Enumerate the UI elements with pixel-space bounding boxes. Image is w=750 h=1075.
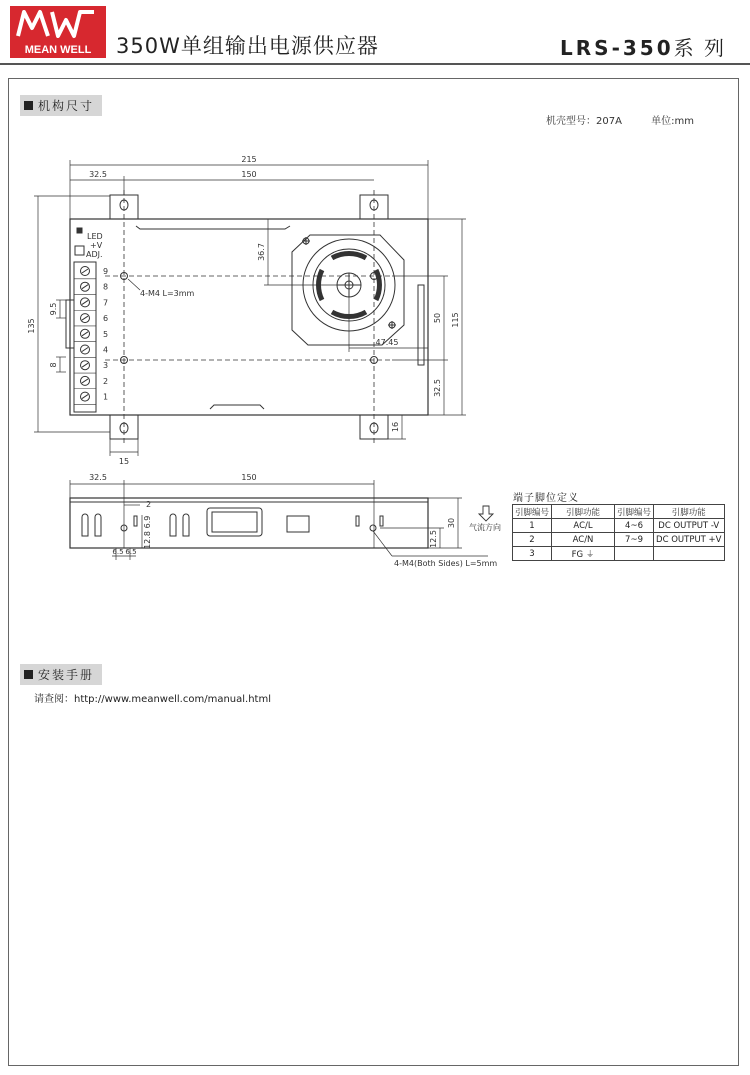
side-dim-12-5: 12.5 [429,530,438,548]
airflow-label: 气流方向 [469,523,501,532]
dim-32-5-right: 32.5 [433,379,442,397]
adj-pot [75,246,84,255]
side-dim-32-5: 32.5 [89,473,107,482]
series-code: LRS-350 [560,36,674,60]
dim-15: 15 [118,457,130,466]
adj-plus-label: +V [90,241,103,250]
terminal-screw-slot [82,379,88,383]
side-dim-6-9: 6.9 [143,515,152,529]
pin-table-header [513,505,725,519]
pin-table [512,504,725,561]
terminal-label: 9 [103,267,109,276]
header-pin-no-2: 引脚编号 [615,505,654,519]
terminal-screw-slot [82,316,88,320]
terminal-label: 8 [103,282,109,292]
pin-table-title: 端子脚位定义 [513,493,579,504]
fan-guard [292,235,404,345]
table-row [513,519,725,533]
dim-36-7: 36.7 [257,243,266,261]
side-slot-small [380,516,383,526]
table-cell: 2 [513,533,552,547]
side-dim-6-5b: 6.5 [125,548,137,556]
adj-label: ADJ. [86,250,103,259]
table-row [513,533,725,547]
side-dim-30: 30 [447,517,456,529]
terminal-label: 3 [103,361,109,371]
side-dim-12-8: 12.8 [143,531,152,549]
dim-50: 50 [433,312,442,324]
dim-32-5: 32.5 [89,170,107,179]
dim-150: 150 [241,170,257,179]
table-cell: DC OUTPUT -V [654,519,724,533]
vent-slot [95,514,101,536]
screw-note-top: 4-M4 L=3mm [140,289,195,298]
led-indicator [77,228,82,233]
terminal-label: 5 [103,329,109,339]
side-window-inner [212,512,257,532]
series-suffix: 系 列 [673,36,726,60]
dim-8: 8 [49,362,58,368]
vent-slot [170,514,176,536]
table-cell [654,547,724,561]
side-slot-small [134,516,137,526]
terminal-label: 7 [103,298,109,308]
dim-47-45: 47.45 [375,338,399,347]
bottom-edge-feature [210,405,264,409]
terminal-screw-slot [82,300,88,304]
side-dim-2: 2 [146,500,152,509]
vent-slot [183,514,189,536]
terminal-label: 4 [103,345,109,355]
terminal-label: 1 [103,392,109,402]
led-label: LED [87,232,103,241]
table-cell: 4~6 [615,519,654,533]
table-cell [615,547,654,561]
airflow-arrow-icon [479,506,493,521]
terminal-label: 2 [103,376,109,386]
table-cell: AC/N [552,533,615,547]
side-screw-hole [370,525,376,531]
table-cell: 3 [513,547,552,561]
side-label-area [287,516,309,532]
table-cell: AC/L [552,519,615,533]
page-title: 350W单组输出电源供应器 [116,34,379,58]
top-view [27,155,466,466]
header-pin-func: 引脚功能 [552,505,615,519]
terminal-label: 6 [103,314,109,324]
table-cell: DC OUTPUT +V [654,533,724,547]
side-view [70,473,501,568]
terminal-screw-slot [82,395,88,399]
section-manual-label: 安装手册 [38,668,95,682]
dim-215: 215 [241,155,257,164]
terminal-screw-slot [82,332,88,336]
bullet-icon [24,670,33,679]
section-dimensions-label: 机构尺寸 [38,99,95,113]
dim-115: 115 [451,312,460,328]
side-screw-note: 4-M4(Both Sides) L=5mm [394,559,498,568]
dim-9-5: 9.5 [49,302,58,316]
table-cell: 1 [513,519,552,533]
side-dim-150: 150 [241,473,257,482]
side-vent [418,285,424,365]
table-cell: FG ⏚ [552,547,615,561]
header-pin-func-2: 引脚功能 [654,505,724,519]
terminal-screw-slot [82,363,88,367]
unit-label: 单位:mm [651,116,694,127]
table-cell: 7~9 [615,533,654,547]
terminal-screw-slot [82,348,88,352]
case-model: 机壳型号：207A [546,116,622,127]
manual-link[interactable]: 请查阅：http://www.meanwell.com/manual.html [34,694,271,705]
logo-text: MEAN WELL [24,44,92,56]
terminal-screws [74,267,96,405]
side-slot-small [356,516,359,526]
top-edge-feature [136,226,290,229]
dim-16: 16 [391,421,400,433]
header-pin-no: 引脚编号 [513,505,552,519]
side-dim-6-5a: 6.5 [112,548,124,556]
table-row [513,547,725,561]
terminal-screw-slot [82,285,88,289]
dim-135: 135 [27,318,36,334]
terminal-screw-slot [82,269,88,273]
vent-slot [82,514,88,536]
section-manual [20,664,102,685]
